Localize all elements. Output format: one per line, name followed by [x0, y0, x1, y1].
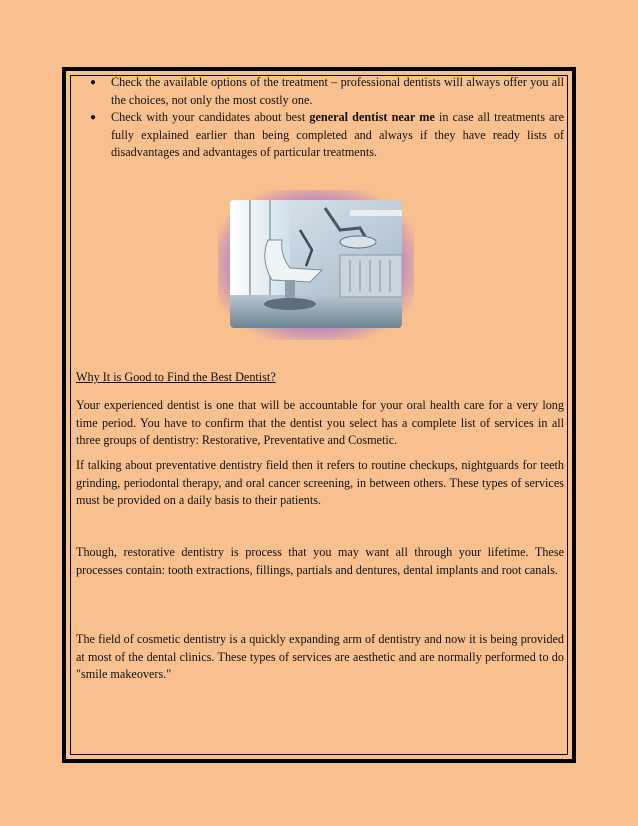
bullet-text-end: in case all treatments are fully explained earlier than being completed and always if they have ready lists of disadvantages and advantages of particular treatments. [111, 110, 564, 159]
bullet-list [76, 74, 564, 162]
bullet-item [90, 74, 564, 109]
paragraph-restorative: Though, restorative dentistry is process that you may want all through your lifetime. These processes contain: tooth extractions, fillings, partials and dentures, dental implants and root canals. [76, 545, 564, 577]
bullet-text: Check the available options of the treatment – professional dentists will always offer you all the choices, not only the most costly one. [111, 75, 564, 107]
bullet-dot-icon: ● [90, 112, 97, 123]
bullet-section [76, 74, 564, 162]
section-heading: Why It is Good to Find the Best Dentist? [76, 370, 276, 384]
paragraph-experienced-dentist: Your experienced dentist is one that will be accountable for your oral health care for a very long time period. You have to confirm that the dentist you select has a complete list of services in all three groups of dentistry: Restorative, Preventative and Cosmetic. [76, 398, 564, 447]
bullet-dot-icon: ● [90, 77, 97, 88]
bullet-item [90, 109, 564, 162]
bullet-text-start: Check with your candidates about best [111, 110, 310, 124]
paragraph-preventative: If talking about preventative dentistry field then it refers to routine checkups, nightguards for teeth grinding, periodontal therapy, and oral cancer screening, in between others. These types of services must be provided on a daily basis to their patients. [76, 458, 564, 507]
bullet-link-text: general dentist near me [309, 110, 435, 124]
paragraph-cosmetic: The field of cosmetic dentistry is a quickly expanding arm of dentistry and now it is being provided at most of the dental clinics. These types of services are aesthetic and are normally performed to do "smile makeovers." [76, 632, 564, 681]
dental-clinic-illustration [230, 200, 402, 328]
dental-photo-frame [218, 190, 414, 340]
dental-chair-photo [230, 200, 402, 328]
